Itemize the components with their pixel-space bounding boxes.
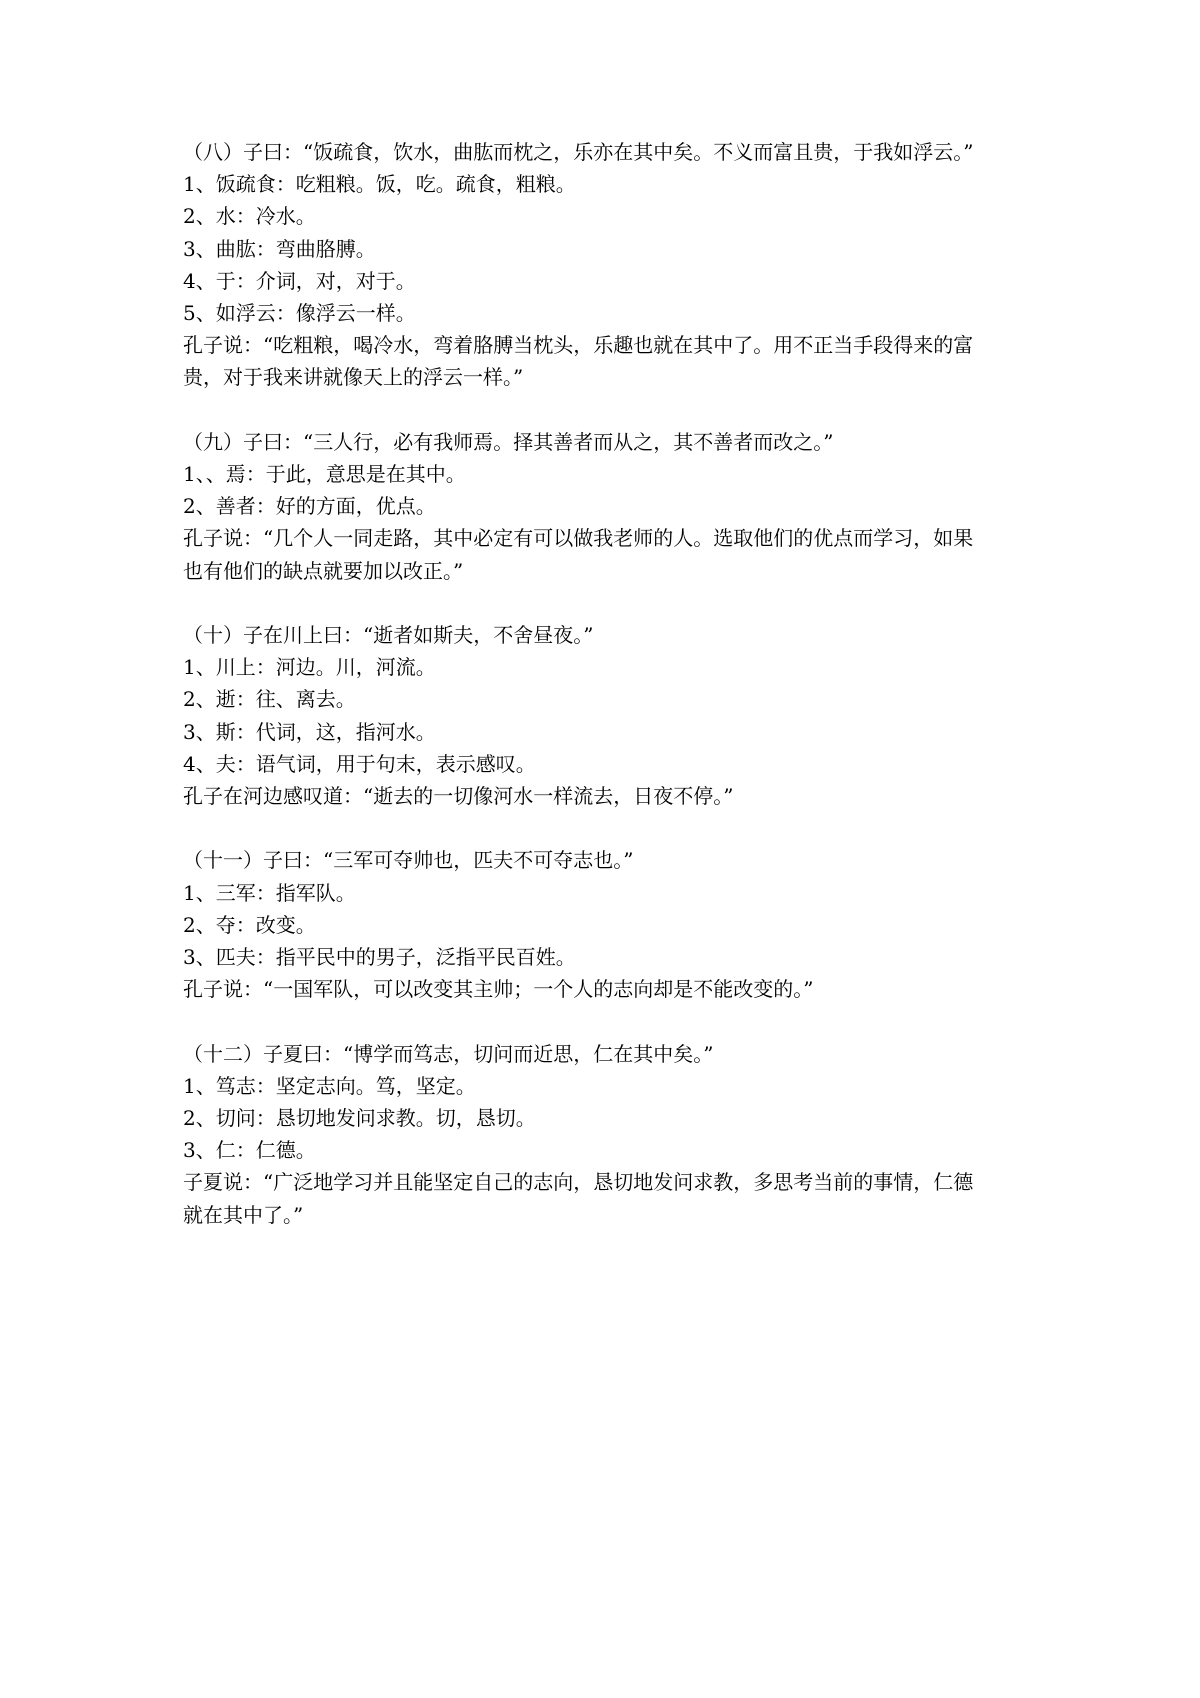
note-line: 1、、焉：于此，意思是在其中。: [183, 462, 466, 487]
translation-line: 孔子说：“吃粗粮，喝冷水，弯着胳膊当枕头，乐趣也就在其中了。用不正当手段得来的富: [183, 333, 974, 358]
section-heading: （十）子在川上曰：“逝者如斯夫，不舍昼夜。”: [183, 623, 594, 648]
section-9: [183, 426, 1033, 587]
translation-line: 孔子在河边感叹道：“逝去的一切像河水一样流去，日夜不停。”: [183, 784, 734, 809]
section-11: [183, 844, 1033, 1005]
note-line: 1、饭疏食：吃粗粮。饭，吃。疏食，粗粮。: [183, 172, 576, 197]
section-10: [183, 619, 1033, 812]
note-line: 2、逝：往、离去。: [183, 687, 356, 712]
note-line: 2、切问：恳切地发问求教。切，恳切。: [183, 1106, 536, 1131]
note-line: 2、水：冷水。: [183, 204, 316, 229]
document-body: [183, 136, 1033, 1231]
translation-line: 贵，对于我来讲就像天上的浮云一样。”: [183, 365, 524, 390]
note-line: 3、匹夫：指平民中的男子，泛指平民百姓。: [183, 945, 576, 970]
section-8: [183, 136, 1033, 394]
note-line: 3、仁：仁德。: [183, 1138, 316, 1163]
translation-line: 也有他们的缺点就要加以改正。”: [183, 558, 464, 583]
note-line: 1、川上：河边。川，河流。: [183, 655, 436, 680]
section-heading: （九）子曰：“三人行，必有我师焉。择其善者而从之，其不善者而改之。”: [183, 429, 834, 454]
note-line: 2、夺：改变。: [183, 912, 316, 937]
note-line: 4、于：介词，对，对于。: [183, 268, 416, 293]
section-heading: （十二）子夏曰：“博学而笃志，切问而近思，仁在其中矣。”: [183, 1041, 714, 1066]
note-line: 1、三军：指军队。: [183, 880, 356, 905]
note-line: 1、笃志：坚定志向。笃，坚定。: [183, 1073, 476, 1098]
note-line: 3、曲肱：弯曲胳膊。: [183, 236, 376, 261]
translation-line: 孔子说：“一国军队，可以改变其主帅；一个人的志向却是不能改变的。”: [183, 977, 814, 1002]
note-line: 4、夫：语气词，用于句末，表示感叹。: [183, 751, 536, 776]
note-line: 2、善者：好的方面，优点。: [183, 494, 436, 519]
section-heading: （八）子曰：“饭疏食，饮水，曲肱而枕之，乐亦在其中矣。不义而富且贵，于我如浮云。”: [183, 140, 974, 164]
section-heading: （十一）子曰：“三军可夺帅也，匹夫不可夺志也。”: [183, 848, 634, 873]
section-12: [183, 1038, 1033, 1231]
note-line: 5、如浮云：像浮云一样。: [183, 301, 416, 326]
translation-line: 子夏说：“广泛地学习并且能坚定自己的志向，恳切地发问求教，多思考当前的事情，仁德: [183, 1170, 974, 1195]
translation-line: 就在其中了。”: [183, 1202, 304, 1227]
note-line: 3、斯：代词，这，指河水。: [183, 719, 436, 744]
translation-line: 孔子说：“几个人一同走路，其中必定有可以做我老师的人。选取他们的优点而学习，如果: [183, 526, 974, 551]
